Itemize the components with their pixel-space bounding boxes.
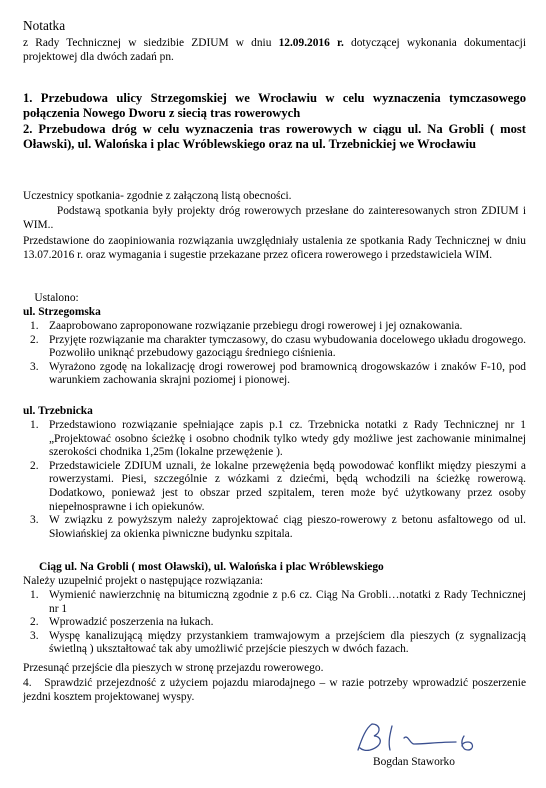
doc-title: Notatka [23, 18, 66, 33]
participants-line: Uczestnicy spotkania- zgodnie z załączoną listą obecności. [23, 190, 292, 202]
signature-icon [352, 720, 482, 760]
list-item: 1. Przedstawiono rozwiązanie spełniające zapis p.1 cz. Trzebnicka notatki z Rady Technicznej nr 1 „Projektować osobno ścieżkę i osobno chodnik tylko wtedy gdy możliwe jest zachowanie minimalnej szerokości chodnika 1,25m (lokalne przewężenie ). [30, 419, 526, 459]
list-item: 3. W związku z powyższym należy zaprojektować ciąg pieszo-rowerowy z betonu asfaltowego od ul. Słowiańskiej za okienka piwniczne budynku szpitala. [30, 514, 526, 540]
strzegomska-list [23, 320, 526, 388]
grobli-shift-line: Przesunąć przejście dla pieszych w stronę przejazdu rowerowego. [23, 662, 324, 674]
section-trzebnicka-heading: ul. Trzebnicka [23, 405, 93, 417]
list-item: 1. Wymienić nawierzchnię na bitumiczną zgodnie z p.6 cz. Ciąg Na Grobli…notatki z Rady Technicznej nr 1 [30, 589, 526, 615]
grobli-lead: Należy uzupełnić projekt o następujące rozwiązania: [23, 575, 264, 587]
section-strzegomska-heading: ul. Strzegomska [23, 306, 101, 318]
handwritten-signature [352, 720, 482, 760]
intro-pre: z Rady Technicznej w siedzibie ZDIUM w dniu [23, 37, 279, 49]
intro-post: dotyczącej wykonania dokumentacji projektowej dla dwóch zadań pn. [23, 37, 526, 63]
list-item: 2. Przedstawiciele ZDIUM uznali, że lokalne przewężenia będą powodować konflikt między pieszymi a rowerzystami. Piesi, szczególnie z wózkami z dziećmi, będą wchodzili na ścieżkę rowerową. Dodatkowo, ponieważ jest to obszar przed szpitalem, teren może być użytkowany przez osoby niepełnosprawne i ich opiekunów. [30, 459, 526, 513]
list-item: 3. Wyrażono zgodę na lokalizację drogi rowerowej pod bramownicą drogowskazów i znaków F-10, pod warunkiem zachowania skrajni poziomej i pionowej. [30, 360, 526, 387]
presented-paragraph: Przedstawione do zaopiniowania rozwiązania uwzględniały ustalenia ze spotkania Rady Technicznej w dniu 13.07.2016 r. oraz wymagania i sugestie przekazane przez oficera rowerowego i przedstawiciela WIM. [23, 235, 526, 261]
heading-task-1: 1. Przebudowa ulicy Strzegomskiej we Wrocławiu w celu wyznaczenia tymczasowego połączenia Nowego Dworu z siecią tras rowerowych [23, 91, 526, 121]
grobli-list [23, 589, 526, 657]
grobli-item-4: 4. Sprawdzić przejezdność z użyciem pojazdu miarodajnego – w razie potrzeby wprowadzić poszerzenie jezdni kosztem projektowanej wyspy. [23, 677, 529, 703]
list-item: 2. Wprowadzić poszerzenia na łukach. [30, 616, 214, 629]
list-item: 3. Wyspę kanalizującą między przystankiem tramwajowym a przejściem dla pieszych (z sygnalizacją świetlną ) ukształtować tak aby umożliwić przejście pieszych w dwóch fazach. [30, 629, 526, 656]
list-item: 2. Przyjęte rozwiązanie ma charakter tymczasowy, do czasu wybudowania docelowego układu drogowego. Pozwoliło uniknąć przebudowy gazociągu średniego ciśnienia. [30, 333, 526, 360]
trzebnicka-list [23, 419, 526, 541]
signature-name: Bogdan Staworko [373, 756, 455, 768]
intro-paragraph [23, 37, 526, 64]
basis-paragraph: Podstawą spotkania były projekty dróg rowerowych przesłane do zainteresowanych stron ZDIUM i WIM.. [23, 205, 529, 231]
intro-date: 12.09.2016 r. [278, 37, 344, 49]
agreed-label: Ustalono: [23, 292, 79, 304]
list-item: 1. Zaaprobowano zaproponowane rozwiązanie przebiegu drogi rowerowej i jej oznakowania. [30, 320, 463, 332]
section-grobli-heading: Ciąg ul. Na Grobli ( most Oławski), ul. Walońska i plac Wróblewskiego [39, 561, 384, 573]
heading-task-2: 2. Przebudowa dróg w celu wyznaczenia tras rowerowych w ciągu ul. Na Grobli ( most Oławski), ul. Walońska i plac Wróblewskiego oraz na ul. Trzebnickiej we Wrocławiu [23, 122, 526, 152]
